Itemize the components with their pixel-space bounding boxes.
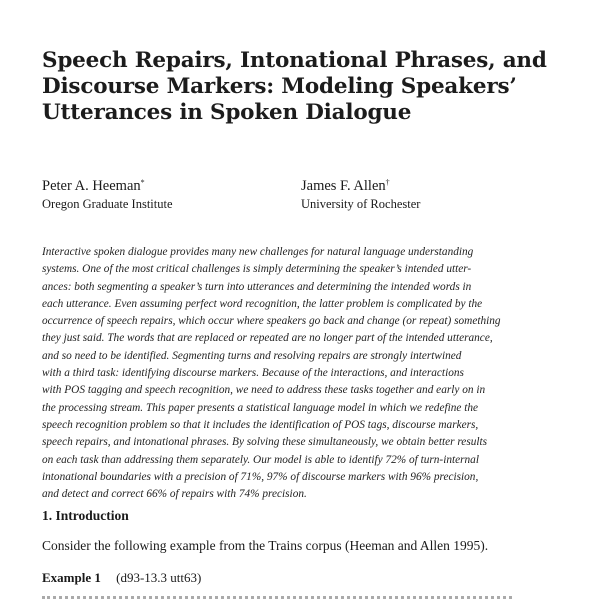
example-label: Example 1: [42, 570, 101, 585]
abstract-line: Interactive spoken dialogue provides many new challenges for natural language understanding: [42, 246, 474, 258]
author-block-1: [42, 174, 173, 213]
abstract-line: and detect and correct 66% of repairs with 74% precision.: [42, 488, 307, 501]
abstract-line: the processing stream. This paper presents a statistical language model in which we redefine the: [42, 401, 479, 414]
example-reference: (d93-13.3 utt63): [116, 570, 202, 585]
abstract-line: speech repairs, and intonational phrases. By solving these simultaneously, we obtain better results: [42, 436, 488, 449]
author-marker-2: †: [385, 178, 390, 187]
section-heading: 1. Introduction: [42, 508, 129, 523]
abstract-line: speech recognition problem so that it includes the identification of POS tags, discourse markers,: [42, 418, 479, 431]
author-name-1: Peter A. Heeman: [42, 178, 141, 194]
author-name-2: James F. Allen: [301, 178, 386, 194]
title-line-2: Discourse Markers: Modeling Speakers’: [42, 74, 517, 99]
abstract-line: occurrence of speech repairs, which occur where speakers go back and change (or repeat) something: [42, 315, 501, 328]
abstract-line: with POS tagging and speech recognition, we need to address these tasks together and early on in: [42, 384, 486, 397]
abstract-line: on each task than addressing them separately. Our model is able to identify 72% of turn-internal: [42, 453, 479, 466]
abstract-line: they just said. The words that are replaced or repeated are no longer part of the intended utterance,: [42, 332, 493, 345]
abstract-line: with a third task: identifying discourse markers. Because of the interactions, and interactions: [42, 367, 464, 380]
abstract: [42, 244, 562, 503]
intro-paragraph: Consider the following example from the Trains corpus (Heeman and Allen 1995).: [42, 538, 489, 553]
author-affiliation-1: Oregon Graduate Institute: [42, 197, 173, 211]
abstract-line: intonational boundaries with a precision of 71%, 97% of discourse markers with 96% precision,: [42, 470, 479, 483]
title-line-3: Utterances in Spoken Dialogue: [42, 100, 412, 125]
author-marker-1: *: [140, 178, 145, 187]
author-affiliation-2: University of Rochester: [301, 197, 421, 211]
title-line-1: Speech Repairs, Intonational Phrases, and: [42, 48, 547, 73]
abstract-line: each utterance. Even assuming perfect word recognition, the latter problem is complicated by the: [42, 297, 483, 310]
author-block-2: [301, 174, 420, 213]
abstract-line: and so need to be identified. Segmenting turns and resolving repairs are strongly intertwined: [42, 349, 462, 362]
example-header: [42, 570, 201, 586]
paper-title: [42, 48, 547, 126]
abstract-line: systems. One of the most critical challenges is simply determining the speaker’s intended utter-: [42, 263, 472, 276]
abstract-line: ances: both segmenting a speaker’s turn into utterances and determining the intended words in: [42, 280, 472, 293]
